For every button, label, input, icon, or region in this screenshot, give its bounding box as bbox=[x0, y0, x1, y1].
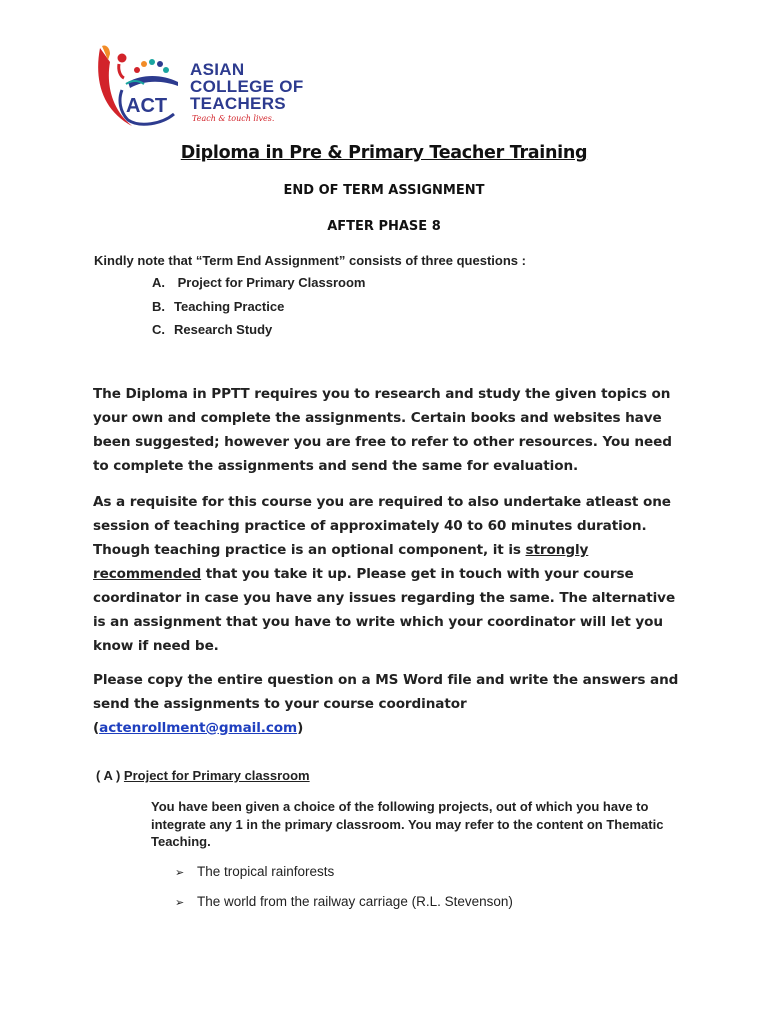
logo-text-line-3: TEACHERS bbox=[190, 94, 286, 113]
section-a-heading bbox=[96, 768, 310, 783]
teaching-practice-paragraph bbox=[93, 490, 683, 658]
list-item-text: Research Study bbox=[174, 322, 273, 337]
list-item bbox=[175, 894, 513, 924]
list-item bbox=[152, 275, 365, 299]
list-item-text: Project for Primary Classroom bbox=[174, 275, 366, 290]
email-link[interactable]: actenrollment@gmail.com bbox=[99, 719, 298, 736]
list-letter: B. bbox=[152, 298, 165, 314]
list-letter: A. bbox=[152, 275, 165, 290]
logo-tagline: Teach & touch lives. bbox=[192, 114, 275, 123]
logo-badge-text: ACT bbox=[126, 95, 168, 117]
list-item-text: The tropical rainforests bbox=[197, 864, 335, 879]
list-item-text: The world from the railway carriage (R.L. Stevenson) bbox=[197, 894, 513, 909]
phase-heading: AFTER PHASE 8 bbox=[327, 219, 441, 234]
list-item-text: Teaching Practice bbox=[174, 298, 285, 314]
logo-text-line-2: COLLEGE OF bbox=[190, 77, 304, 96]
assignment-note: Kindly note that “Term End Assignment” consists of three questions : bbox=[94, 253, 526, 268]
section-prefix: ( A ) bbox=[96, 768, 124, 783]
intro-paragraph: The Diploma in PPTT requires you to research and study the given topics on your own and complete the assignments. Certain books and websites have been suggested; however you are free to refer to other resources. You need to complete the assignments and send the same for evaluation. bbox=[93, 385, 672, 474]
document-title: Diploma in Pre & Primary Teacher Training bbox=[180, 143, 588, 163]
arrow-bullet-icon: ➢ bbox=[175, 897, 185, 909]
paragraph-text: As a requisite for this course you are required to also undertake atleast one session of teaching practice of approximately 40 to 60 minutes duration. Though teaching practice is an optional component, it is bbox=[93, 493, 671, 558]
arrow-bullet-icon: ➢ bbox=[175, 867, 185, 879]
list-item bbox=[152, 299, 365, 323]
open-paren: ( bbox=[93, 719, 100, 736]
submission-paragraph bbox=[93, 668, 683, 740]
logo-emblem-icon bbox=[92, 40, 192, 130]
section-a-intro: You have been given a choice of the following projects, out of which you have to integrate any 1 in the primary classroom. You may refer to the content on Thematic Teaching. bbox=[151, 799, 664, 849]
project-list bbox=[175, 864, 513, 924]
list-item bbox=[152, 322, 365, 346]
college-logo bbox=[92, 40, 322, 130]
assignment-heading: END OF TERM ASSIGNMENT bbox=[283, 183, 485, 198]
paragraph-text: Please copy the entire question on a MS Word file and write the answers and send the assignments to your course coordinator bbox=[93, 671, 679, 712]
paragraph-text: that you take it up. Please get in touch with your course coordinator in case you have any issues regarding the same. The alternative is an assignment that you have to write which your coordinator will let you know if need be. bbox=[93, 565, 676, 654]
question-list bbox=[152, 275, 365, 346]
emphasis-text: strongly recommended bbox=[93, 541, 589, 582]
section-title: Project for Primary classroom bbox=[123, 768, 310, 783]
close-paren: ) bbox=[297, 719, 304, 736]
list-item bbox=[175, 864, 513, 894]
logo-text-line-1: ASIAN bbox=[190, 60, 245, 79]
list-letter: C. bbox=[152, 322, 165, 337]
